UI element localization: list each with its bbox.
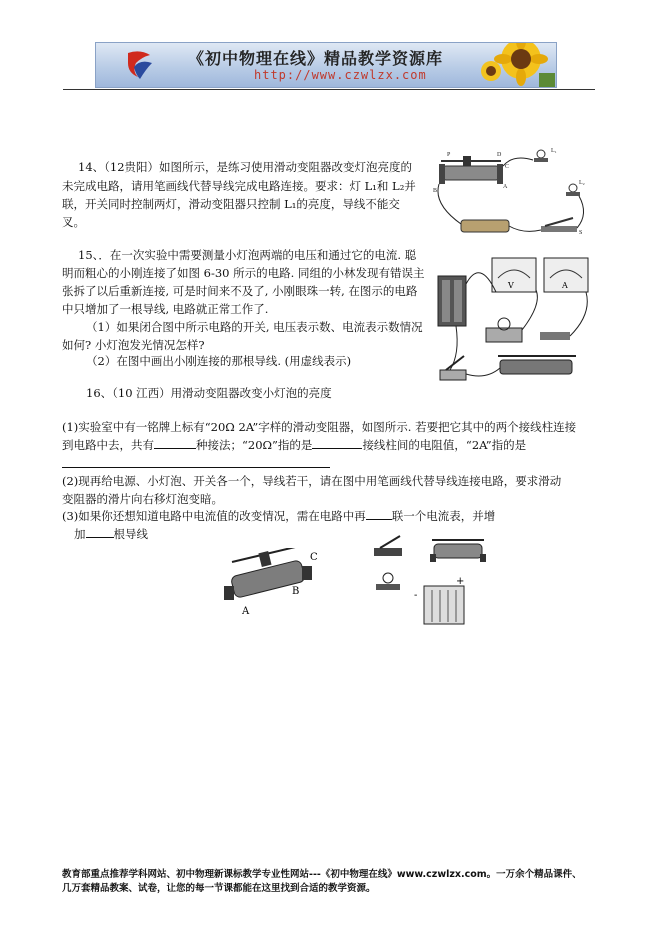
q15-circuit-figure bbox=[436, 254, 592, 388]
q15-line4: 中只增加了一根导线, 电路就正常工作了. bbox=[62, 302, 269, 316]
q16-part3-text-b: 联一个电流表，并增 bbox=[391, 509, 496, 523]
q16-part3-text-c: 加 bbox=[74, 527, 86, 541]
header-banner bbox=[95, 42, 557, 88]
fig14-label-c: C bbox=[505, 164, 510, 170]
banner-url[interactable]: http://www.czwlzx.com bbox=[254, 68, 427, 82]
q16-blank-ways[interactable] bbox=[154, 436, 196, 449]
q16-part1-line1: (1)实验室中有一铭牌上标有“20Ω 2A”字样的滑动变阻器，如图所示. 若要把它其中的两个接线柱连接 bbox=[62, 420, 577, 434]
q16-part1-text-b: 种接法；“20Ω”指的是 bbox=[196, 438, 313, 452]
q14-line4: 叉。 bbox=[62, 215, 85, 229]
footer-line1: 教育部重点推荐学科网站、初中物理新课标教学专业性网站---《初中物理在线》www.czwlzx.com。一万余个精品课件、 bbox=[62, 869, 582, 880]
banner-title: 《初中物理在线》精品教学资源库 bbox=[188, 49, 444, 68]
fig14-label-l1: L₁ bbox=[551, 148, 557, 154]
q16-blank-wire-count[interactable] bbox=[86, 525, 114, 538]
q16-blank-connection-type[interactable] bbox=[366, 507, 392, 520]
fig14-label-a: A bbox=[503, 184, 508, 190]
q16-part1-text-a: 到电路中去，共有 bbox=[62, 438, 154, 452]
q16-rheostat-figure bbox=[220, 548, 330, 618]
fig16-label-a: A bbox=[242, 606, 250, 617]
q16-blank-current-meaning[interactable] bbox=[62, 455, 330, 468]
q16-part3-text-d: 根导线 bbox=[113, 527, 148, 541]
q16-components-figure bbox=[368, 532, 498, 628]
q15-line3: 张拆了以后重新连接, 可是时间来不及了, 小刚眼珠一转, 在图示的电路 bbox=[62, 284, 418, 298]
fig14-label-p: P bbox=[447, 152, 451, 158]
q14-line1: 14、（12贵阳）如图所示，是练习使用滑动变阻器改变灯泡亮度的 bbox=[78, 160, 413, 174]
q16-part1-text-c: 接线柱间的电阻值，“2A”指的是 bbox=[362, 438, 527, 452]
q16-part2-line2: 变阻器的滑片向右移灯泡变暗。 bbox=[62, 492, 223, 506]
sunflower-image bbox=[479, 42, 555, 88]
q16-part1-line2 bbox=[62, 436, 526, 454]
fig16-battery-minus: - bbox=[414, 590, 418, 601]
q15-sub2: （2）在图中画出小刚连接的那根导线. (用虚线表示) bbox=[86, 354, 352, 368]
site-logo-icon bbox=[124, 49, 154, 81]
fig15-voltmeter-label: V bbox=[508, 281, 514, 290]
q16-heading: 16、（10 江西）用滑动变阻器改变小灯泡的亮度 bbox=[86, 386, 332, 400]
q16-blank-terminals[interactable] bbox=[312, 436, 362, 449]
footer-line2: 几万套精品教案、试卷，让您的每一节课都能在这里找到合适的教学资源。 bbox=[62, 883, 376, 894]
q14-line3: 联，开关同时控制两灯，滑动变阻器只控制 L₁的亮度，导线不能交 bbox=[62, 197, 400, 211]
q14-circuit-figure bbox=[433, 144, 593, 244]
fig14-label-s: S bbox=[579, 230, 583, 236]
q16-part3-text-a: (3)如果你还想知道电路中电流值的改变情况，需在电路中再 bbox=[62, 509, 366, 523]
fig16-label-c: C bbox=[310, 552, 318, 563]
fig14-label-b: B bbox=[433, 188, 438, 194]
header-divider bbox=[63, 89, 595, 90]
q14-line2: 未完成电路，请用笔画线代替导线完成电路连接。要求：灯 L₁和 L₂并 bbox=[62, 179, 416, 193]
fig16-label-b: B bbox=[292, 586, 300, 597]
q16-part2-line1: (2)现再给电源、小灯泡、开关各一个，导线若干，请在图中用笔画线代替导线连接电路，要求滑动 bbox=[62, 474, 562, 488]
fig14-label-l2: L₂ bbox=[579, 180, 585, 186]
q15-line2: 明而粗心的小刚连接了如图 6-30 所示的电路. 同组的小林发现有错误主 bbox=[62, 266, 425, 280]
fig15-ammeter-label: A bbox=[562, 281, 568, 290]
q15-sub1-line2: 如何? 小灯泡发光情况怎样? bbox=[62, 338, 205, 352]
q16-part3-line1 bbox=[62, 507, 495, 525]
q16-part3-line2 bbox=[74, 525, 148, 543]
q15-sub1-line1: （1）如果闭合图中所示电路的开关, 电压表示数、电流表示数情况 bbox=[86, 320, 423, 334]
q15-line1: 15、．在一次实验中需要测量小灯泡两端的电压和通过它的电流. 聪 bbox=[78, 248, 417, 262]
fig16-battery-plus: + bbox=[456, 576, 465, 587]
fig14-label-d: D bbox=[497, 152, 502, 158]
